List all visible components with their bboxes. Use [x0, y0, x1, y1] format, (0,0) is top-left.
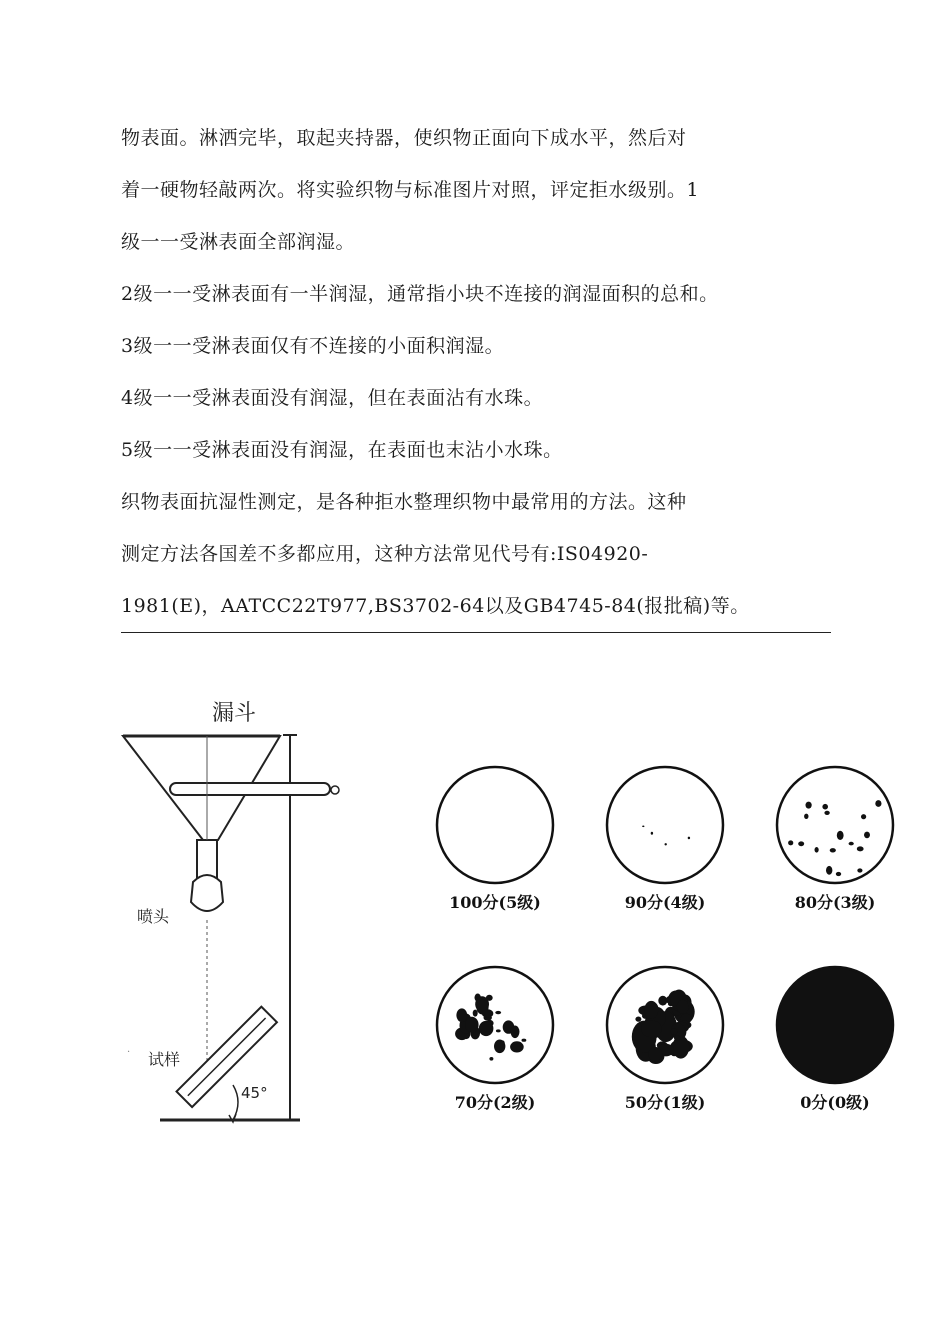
- grade-circle-0: [437, 767, 553, 883]
- spray-apparatus-figure: [115, 690, 350, 1140]
- grade-label-4: 50分(1级): [624, 1093, 706, 1112]
- body-text: [121, 118, 861, 638]
- text-line-3: 级一一受淋表面全部润湿。: [121, 231, 356, 253]
- grade-circle-3: [437, 967, 553, 1083]
- text-line-5: 3级一一受淋表面仅有不连接的小面积润湿。: [121, 335, 505, 357]
- text-line-9: 测定方法各国差不多都应用，这种方法常见代号有:IS04920-: [121, 543, 649, 565]
- text-line-2: 着一硬物轻敲两次。将实验织物与标准图片对照，评定拒水级别。1: [121, 179, 700, 201]
- funnel-clamp: [170, 783, 330, 795]
- grade-label-3: 70分(2级): [454, 1093, 536, 1112]
- nozzle-label: 喷头: [137, 907, 170, 926]
- grade-label-2: 80分(3级): [794, 893, 876, 912]
- grade-label-1: 90分(4级): [624, 893, 706, 912]
- grade-label-0: 100分(5级): [449, 893, 541, 912]
- angle-label: 45°: [241, 1084, 268, 1102]
- wet-area-1: [642, 826, 690, 846]
- nozzle-head: [191, 875, 223, 911]
- grade-sample-2: [777, 767, 893, 912]
- svg-text:·: ·: [127, 1047, 131, 1058]
- grade-sample-3: [437, 967, 553, 1112]
- grade-sample-0: [437, 767, 553, 912]
- text-line-1: 物表面。淋洒完毕，取起夹持器，使织物正面向下成水平，然后对: [121, 127, 687, 149]
- text-line-8: 织物表面抗湿性测定，是各种拒水整理织物中最常用的方法。这种: [121, 491, 687, 513]
- grade-label-5: 0分(0级): [800, 1093, 870, 1112]
- grade-circle-1: [607, 767, 723, 883]
- funnel-label: 漏斗: [212, 701, 257, 726]
- sample-label: 试样: [148, 1050, 181, 1069]
- grade-sample-4: [607, 967, 723, 1112]
- spray-rating-chart: [420, 740, 930, 1140]
- text-line-10: 1981(E)，AATCC22T977,BS3702-64以及GB4745-84(报批稿)等。: [121, 595, 750, 617]
- wet-area-3: [455, 994, 526, 1061]
- wet-area-2: [788, 800, 881, 876]
- grade-sample-5: [777, 967, 893, 1112]
- text-line-6: 4级一一受淋表面没有润湿，但在表面沾有水珠。: [121, 387, 544, 409]
- wet-area-4: [632, 990, 695, 1065]
- grade-sample-1: [607, 767, 723, 912]
- footnote-rule: [121, 632, 831, 633]
- text-line-4: 2级一一受淋表面有一半润湿，通常指小块不连接的润湿面积的总和。: [121, 283, 719, 305]
- text-line-7: 5级一一受淋表面没有润湿，在表面也末沾小水珠。: [121, 439, 563, 461]
- grade-circle-2: [777, 767, 893, 883]
